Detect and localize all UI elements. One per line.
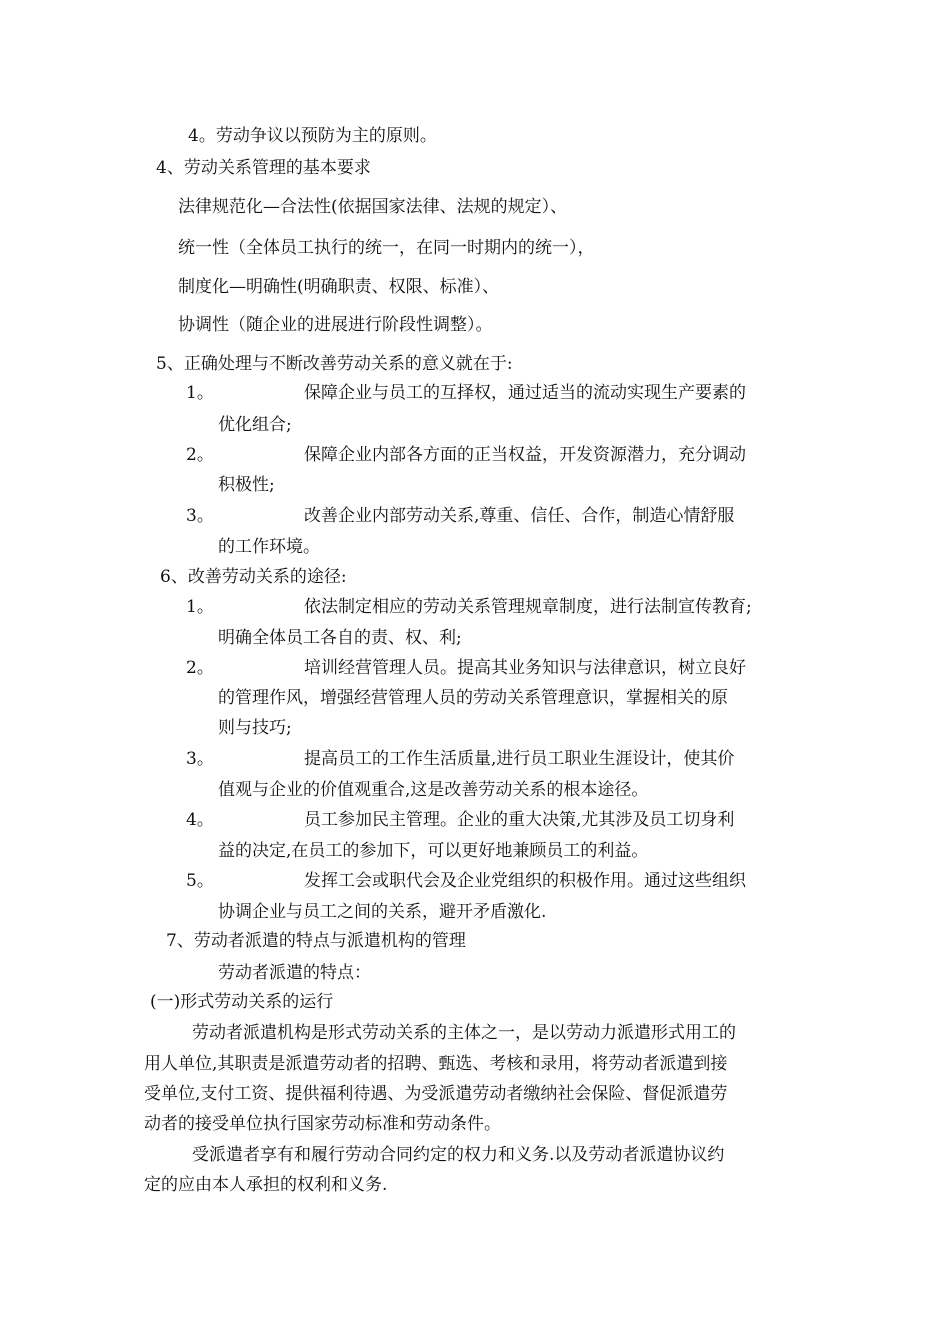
list-number: 1。 [186,597,214,617]
list-item-text: 发挥工会或职代会及企业党组织的积极作用。通过这些组织 [304,871,746,891]
list-number: 3。 [186,506,214,526]
list-number: 3。 [186,749,214,769]
text-line: 积极性; [218,475,275,495]
paragraph-line: 用人单位,其职责是派遣劳动者的招聘、甄选、考核和录用，将劳动者派遣到接 [144,1054,728,1074]
paragraph-line: 受单位,支付工资、提供福利待遇、为受派遣劳动者缴纳社会保险、督促派遣劳 [144,1084,728,1104]
list-number: 1。 [186,383,214,403]
text-line: 协调企业与员工之间的关系，避开矛盾激化. [218,902,547,922]
text-line: 协调性（随企业的进展进行阶段性调整）。 [178,315,493,335]
section-heading: 4、劳动关系管理的基本要求 [156,158,371,178]
list-item-text: 改善企业内部劳动关系,尊重、信任、合作，制造心情舒服 [304,506,735,526]
text-line: 统一性（全体员工执行的统一，在同一时期内的统一）， [178,238,595,258]
list-item-text: 培训经营管理人员。提高其业务知识与法律意识，树立良好 [304,658,746,678]
text-line: 劳动者派遣的特点： [218,963,371,983]
list-item-text: 保障企业与员工的互择权，通过适当的流动实现生产要素的 [304,383,746,403]
list-item-text: 提高员工的工作生活质量,进行员工职业生涯设计，使其价 [304,749,735,769]
text-line: 益的决定,在员工的参加下，可以更好地兼顾员工的利益。 [218,841,649,861]
text-line: 优化组合; [218,415,292,435]
text-line: 的工作环境。 [218,537,320,557]
text-line: 4。劳动争议以预防为主的原则。 [188,126,437,146]
text-line: 制度化—明确性(明确职责、权限、标准）、 [178,277,500,297]
paragraph-line: 劳动者派遣机构是形式劳动关系的主体之一，是以劳动力派遣形式用工的 [192,1023,736,1043]
text-line: 明确全体员工各自的责、权、利; [218,628,462,648]
text-line: 则与技巧; [218,718,292,738]
section-heading: 7、劳动者派遣的特点与派遣机构的管理 [166,931,466,951]
paragraph-line: 动者的接受单位执行国家劳动标准和劳动条件。 [144,1114,501,1134]
paragraph-line: 受派遣者享有和履行劳动合同约定的权力和义务.以及劳动者派遣协议约 [192,1145,725,1165]
list-item-text: 保障企业内部各方面的正当权益，开发资源潜力，充分调动 [304,445,746,465]
text-line: 的管理作风，增强经营管理人员的劳动关系管理意识，掌握相关的原 [218,688,728,708]
text-line: 法律规范化—合法性(依据国家法律、法规的规定）、 [178,197,568,217]
sub-heading: (一)形式劳动关系的运行 [150,992,334,1012]
list-item-text: 员工参加民主管理。企业的重大决策,尤其涉及员工切身利 [304,810,735,830]
list-item-text: 依法制定相应的劳动关系管理规章制度，进行法制宣传教育; [304,597,752,617]
section-heading: 5、正确处理与不断改善劳动关系的意义就在于: [156,354,513,374]
paragraph-line: 定的应由本人承担的权利和义务. [144,1175,388,1195]
list-number: 5。 [186,871,214,891]
section-heading: 6、改善劳动关系的途径: [160,567,347,587]
text-line: 值观与企业的价值观重合,这是改善劳动关系的根本途径。 [218,780,649,800]
list-number: 2。 [186,658,214,678]
list-number: 4。 [186,810,214,830]
list-number: 2。 [186,445,214,465]
